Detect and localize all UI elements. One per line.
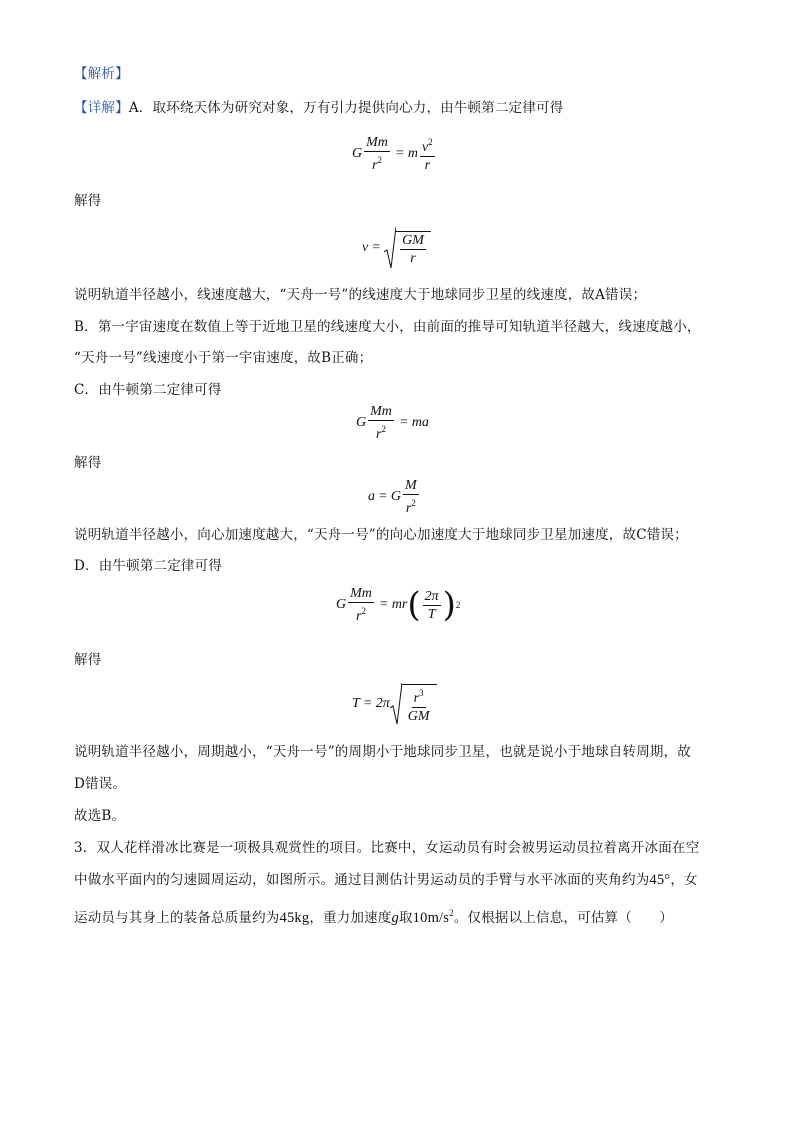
detail-b-line1: B．第一宇宙速度在数值上等于近地卫星的线速度大小，由前面的推导可知轨道半径越大，线速度越小，: [74, 319, 701, 335]
equation-period-law: G $\frac{Mm}{r^2}$ = mr ( $\frac{2\pi}{T}$ ) 2: [336, 585, 461, 625]
fraction: $\frac{M}{r^2}$: [405, 478, 417, 516]
fraction: $\frac{Mm}{r^2}$: [366, 135, 388, 173]
question-3-line1: 3．双人花样滑冰比赛是一项极具观赏性的项目。比赛中，女运动员有时会被男运动员拉着离开冰面在空: [74, 840, 700, 856]
g-value: $10m/s^2$: [412, 908, 454, 926]
equation-acceleration: a = G $\frac{M}{r^2}$: [368, 478, 417, 516]
question-3-line2: 中做水平面内的匀速圆周运动，如图所示。通过目测估计男运动员的手臂与水平冰面的夹角约为45°，女: [74, 872, 698, 888]
fraction: $\frac{v^2}{r}$: [421, 137, 433, 173]
sqrt: [390, 682, 437, 726]
solve-label-3: 解得: [74, 652, 102, 668]
g-symbol: g: [391, 910, 399, 926]
angle-value: 45°: [649, 872, 671, 888]
equation-period: T = 2π $\frac{r^3}{GM}$: [352, 682, 437, 726]
answer-line: 故选B。: [74, 808, 126, 824]
question-3-line3: 运动员与其身上的装备总质量约为45kg，重力加速度g取$10m/s^2$。仅根据以上信息，可估算（ ）: [74, 908, 674, 926]
sqrt: [384, 226, 431, 270]
equation-acceleration-law: G $\frac{Mm}{r^2}$ = ma: [356, 404, 429, 442]
fraction: $\frac{Mm}{r^2}$: [370, 404, 392, 442]
equation-gravity-velocity: G $\frac{Mm}{r^2}$ = m $\frac{v^2}{r}$: [352, 135, 433, 173]
fraction: $\frac{GM}{r}$: [402, 232, 424, 266]
solve-label-2: 解得: [74, 455, 102, 471]
detail-d-conclusion-1: 说明轨道半径越小，周期越小，“天舟一号”的周期小于地球同步卫星，也就是说小于地球自转周期，故: [74, 744, 692, 760]
solve-label-1: 解得: [74, 193, 102, 209]
mass-value: 45kg: [279, 910, 310, 926]
detail-d-conclusion-2: D错误。: [74, 776, 127, 792]
fraction: $\frac{Mm}{r^2}$: [350, 586, 372, 624]
detail-d-intro: D．由牛顿第二定律可得: [74, 558, 223, 574]
detail-c-conclusion: 说明轨道半径越小，向心加速度越大，“天舟一号”的向心加速度大于地球同步卫星加速度，故C错误；: [74, 527, 688, 543]
detail-a-intro: 【详解】A．取环绕天体为研究对象，万有引力提供向心力，由牛顿第二定律可得: [74, 100, 564, 116]
detail-b-line2: “天舟一号”线速度小于第一宇宙速度，故B正确；: [74, 350, 373, 366]
equation-velocity: v = $\frac{GM}{r}$: [362, 226, 431, 270]
detail-c-intro: C．由牛顿第二定律可得: [74, 382, 222, 398]
detail-tag: 【详解】: [74, 100, 129, 116]
section-label: 【解析】: [74, 66, 129, 82]
fraction: $\frac{2\pi}{T}$: [424, 588, 439, 622]
detail-a-conclusion: 说明轨道半径越小，线速度越大，“天舟一号”的线速度大于地球同步卫星的线速度，故A错误；: [74, 287, 647, 303]
fraction: $\frac{r^3}{GM}$: [407, 688, 430, 724]
